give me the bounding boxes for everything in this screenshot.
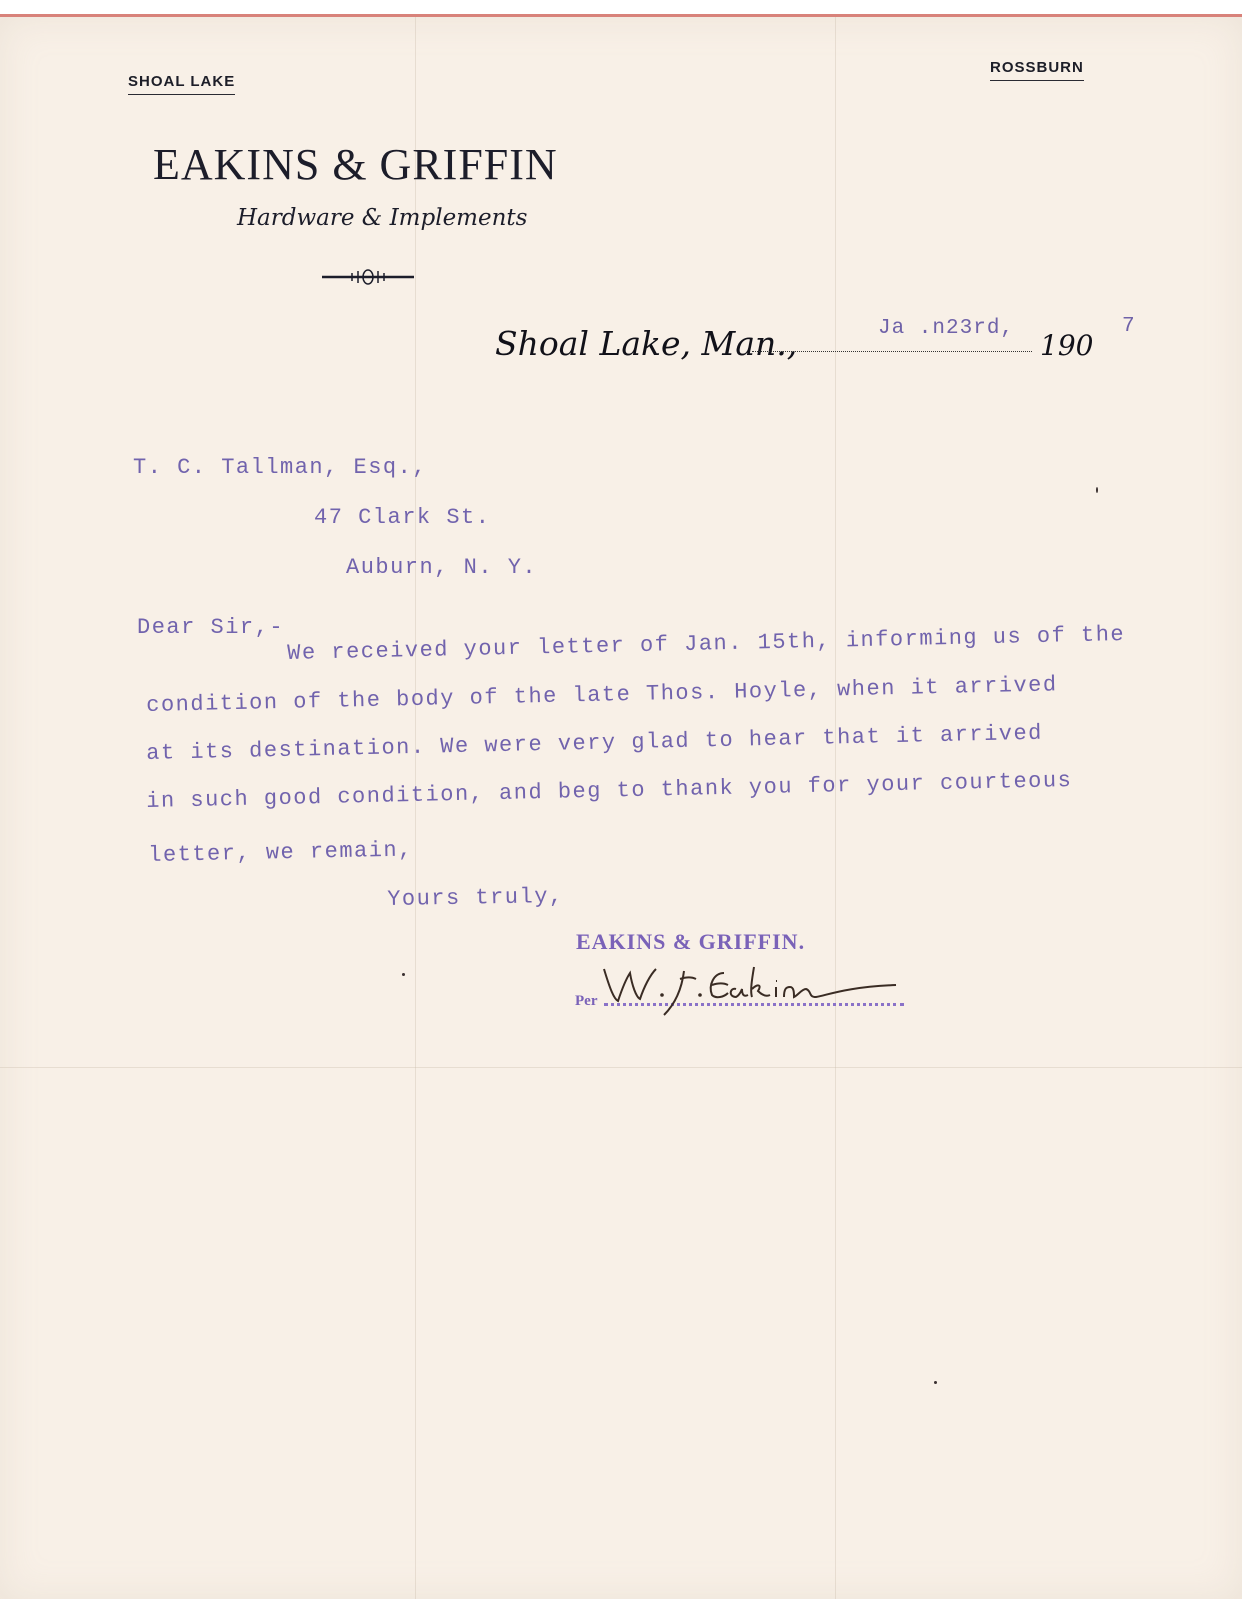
fold-line [415, 17, 416, 1599]
ornament-divider-icon [322, 269, 414, 285]
paper-speck [1096, 487, 1098, 493]
body-line: condition of the body of the late Thos. Hoyle, when it arrived [146, 672, 1058, 718]
body-line: in such good condition, and beg to thank you for your courteous [146, 767, 1073, 814]
company-tagline: Hardware & Implements [237, 205, 528, 231]
dateline-place: Shoal Lake, Man., [495, 324, 798, 363]
body-line: at its destination. We were very glad to hear that it arrived [146, 720, 1044, 766]
address-line: Auburn, N. Y. [346, 555, 538, 580]
address-line: 47 Clark St. [314, 505, 491, 530]
branch-rossburn: ROSSBURN [990, 59, 1084, 81]
dateline-year-typed: 7 [1122, 315, 1135, 338]
signature-icon [596, 959, 916, 1019]
paper-speck [402, 973, 405, 976]
body-line: We received your letter of Jan. 15th, informing us of the [287, 621, 1126, 666]
stamp-per: Per [575, 993, 598, 1009]
dateline-year-printed: 190 [1040, 329, 1094, 362]
fold-line [0, 1067, 1242, 1068]
company-name: EAKINS & GRIFFIN [153, 140, 558, 189]
address-line: T. C. Tallman, Esq., [133, 455, 428, 480]
salutation: Dear Sir,- [137, 615, 285, 640]
dateline-rule [752, 351, 1032, 352]
branch-shoal-lake: SHOAL LAKE [128, 73, 235, 95]
stamp-company: EAKINS & GRIFFIN. [576, 929, 806, 954]
closing: Yours truly, [387, 883, 564, 912]
letter-sheet [0, 14, 1242, 1599]
dateline-date: Ja .n23rd, [878, 317, 1015, 340]
body-line: letter, we remain, [148, 837, 414, 868]
paper-speck [934, 1381, 937, 1384]
fold-line [835, 17, 836, 1599]
